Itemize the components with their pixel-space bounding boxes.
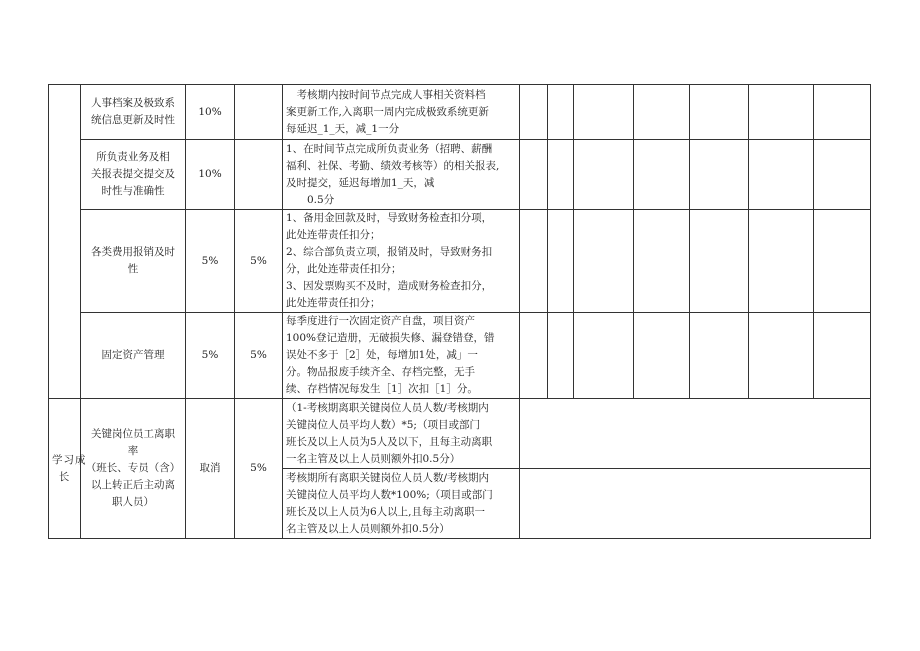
score-cell [574, 85, 634, 140]
weight2-cell [235, 85, 283, 140]
score-cell [520, 313, 548, 399]
score-cell [520, 85, 548, 140]
score-cell [634, 313, 690, 399]
criteria-cell: （1-考核期离职关键岗位人员人数/考核期内 关键岗位人员平均人数）*5;（项目或部门 班长及以上人员为5人及以下，且每主动离职 一名主管及以上人员则额外扣0.5分） [283, 399, 520, 469]
criteria-cell: 每季度进行一次固定资产自盘，项目资产 100%登记造册，无破损失修、漏登错登，错 误处不多于［2］处，每增加1处，减」一 分。物品报废手续齐全、存档完整，无手 续、存档情况每发生［1］次扣［1］分。 [283, 313, 520, 399]
criteria-cell: 考核期内按时间节点完成人事相关资料档 案更新工作,入离职一周内完成极致系统更新 每延迟_1_天，减_1一分 [283, 85, 520, 140]
score-cell [814, 85, 871, 140]
item-cell: 人事档案及极致系 统信息更新及时性 [81, 85, 186, 140]
score-cell [548, 85, 574, 140]
score-cell [814, 210, 871, 313]
weight-cell: 10% [186, 140, 235, 210]
weight-cell: 5% [186, 313, 235, 399]
table-row [49, 85, 871, 140]
score-cell [520, 399, 871, 469]
criteria-cell: 考核期所有离职关键岗位人员人数/考核期内 关键岗位人员平均人数*100%;（项目或部门 班长及以上人员为6人以上,且每主动离职一 名主管及以上人员则额外扣0.5分） [283, 469, 520, 539]
score-cell [574, 313, 634, 399]
score-cell [814, 140, 871, 210]
score-cell [634, 85, 690, 140]
score-cell [690, 210, 749, 313]
table-row [49, 313, 871, 399]
weight-cell: 5% [186, 210, 235, 313]
weight2-cell: 5% [235, 399, 283, 539]
table-row [49, 210, 871, 313]
criteria-cell: 1、在时间节点完成所负责业务（招聘、薪酬 福利、社保、考勤、绩效考核等）的相关报表, 及时提交，延迟每增加1_天，减 0.5分 [283, 140, 520, 210]
score-cell [690, 313, 749, 399]
score-cell [574, 140, 634, 210]
category-cell: 学习成 长 [49, 399, 81, 539]
criteria-cell: 1、备用金回款及时，导致财务检查扣分项， 此处连带责任扣分； 2、综合部负责立项，报销及时，导致财务扣 分，此处连带责任扣分； 3、因发票购买不及时，造成财务检查扣分， 此处连带责任扣分； [283, 210, 520, 313]
score-cell [749, 140, 814, 210]
weight-cell: 10% [186, 85, 235, 140]
weight-cell: 取消 [186, 399, 235, 539]
score-cell [520, 210, 548, 313]
score-cell [749, 85, 814, 140]
category-cell [49, 85, 81, 399]
score-cell [520, 469, 871, 539]
score-cell [548, 313, 574, 399]
item-cell: 各类费用报销及时 性 [81, 210, 186, 313]
score-cell [690, 85, 749, 140]
score-cell [749, 313, 814, 399]
score-cell [749, 210, 814, 313]
table-row [49, 140, 871, 210]
score-cell [520, 140, 548, 210]
score-cell [548, 210, 574, 313]
kpi-table [48, 84, 871, 539]
item-cell: 关键岗位员工离职 率 （班长、专员（含） 以上转正后主动离 职人员） [81, 399, 186, 539]
weight2-cell: 5% [235, 313, 283, 399]
score-cell [690, 140, 749, 210]
score-cell [548, 140, 574, 210]
item-cell: 所负责业务及相 关报表提交提交及 时性与准确性 [81, 140, 186, 210]
score-cell [814, 313, 871, 399]
score-cell [634, 210, 690, 313]
score-cell [574, 210, 634, 313]
weight2-cell [235, 140, 283, 210]
score-cell [634, 140, 690, 210]
table-row [49, 399, 871, 469]
weight2-cell: 5% [235, 210, 283, 313]
item-cell: 固定资产管理 [81, 313, 186, 399]
